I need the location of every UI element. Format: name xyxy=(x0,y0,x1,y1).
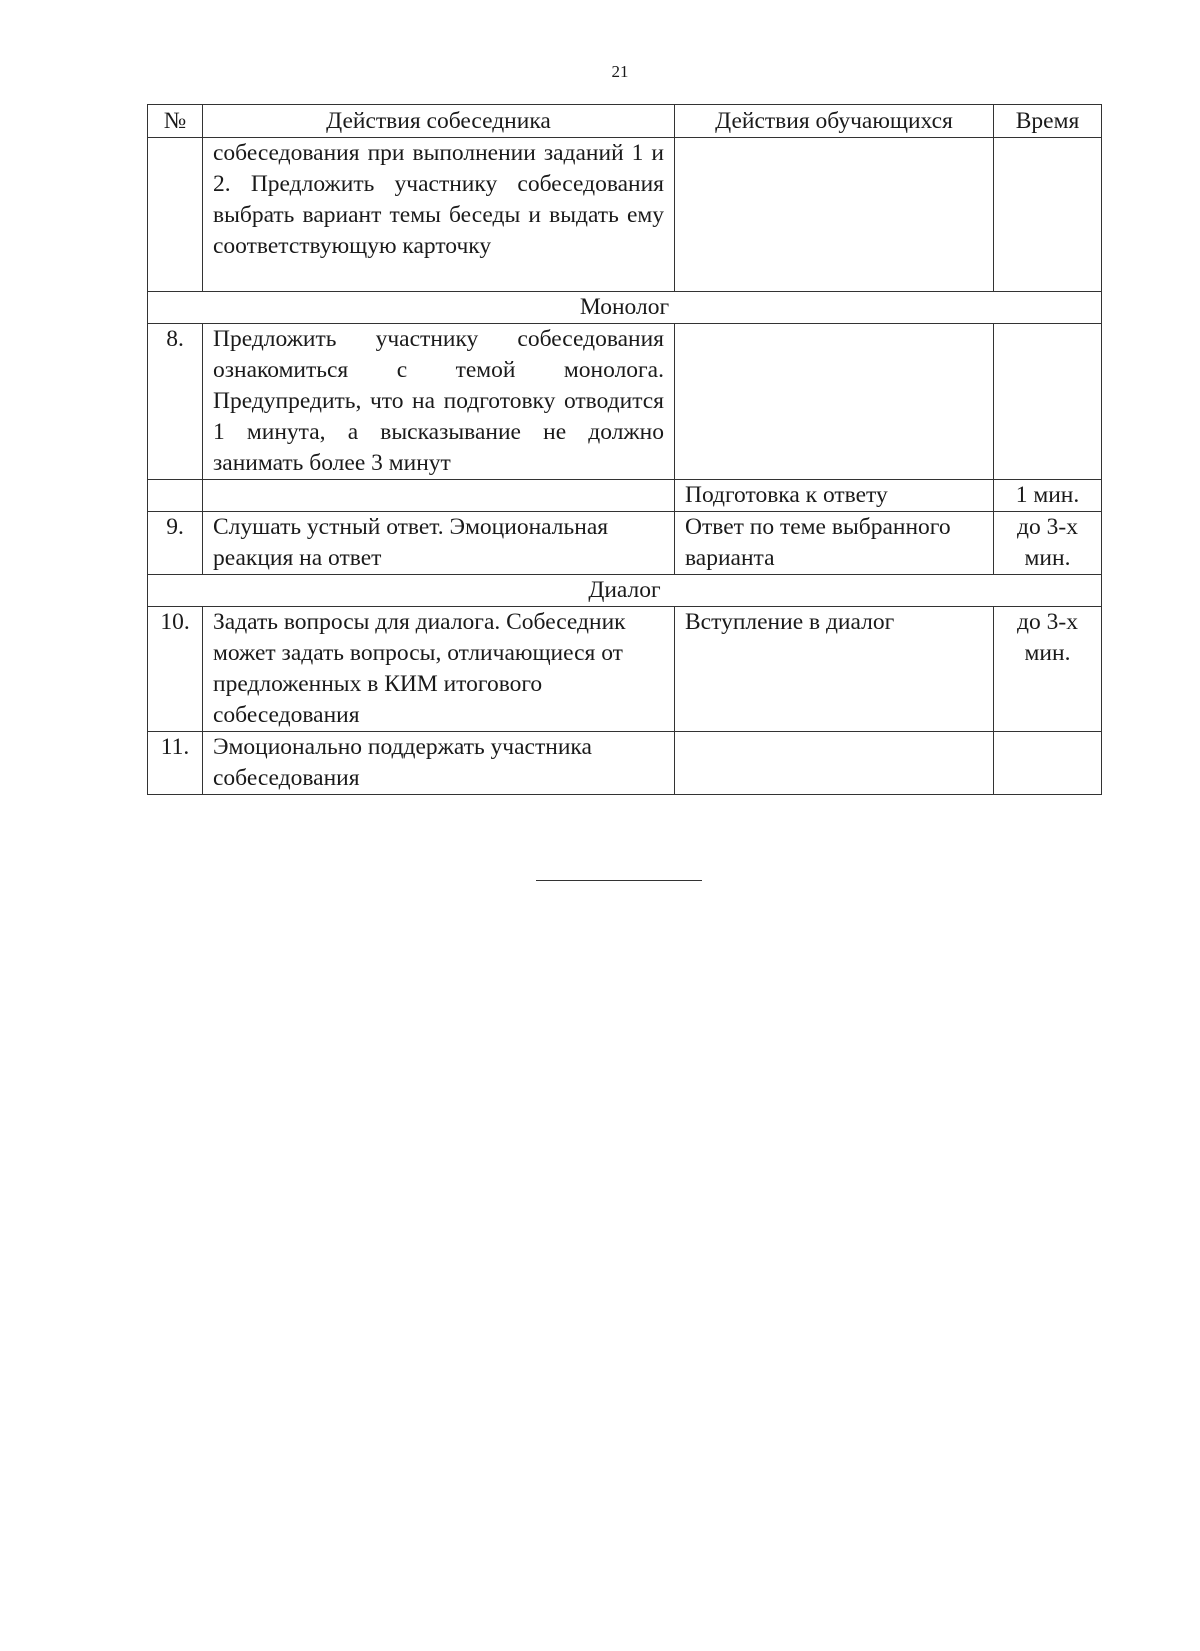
student-action xyxy=(675,732,994,795)
interlocutor-action: Предложить участнику собеседования ознакомиться с темой монолога. Предупредить, что на подготовку отводится 1 минута, а высказывание не должно занимать более 3 минут xyxy=(203,324,675,480)
section-row-dialogue xyxy=(148,575,1102,607)
time-value: 1 мин. xyxy=(994,480,1102,512)
row-number: 11. xyxy=(148,732,203,795)
table-row xyxy=(148,512,1102,575)
section-title: Монолог xyxy=(148,292,1102,324)
page-number: 21 xyxy=(611,62,629,81)
interlocutor-action xyxy=(203,480,675,512)
row-number xyxy=(148,138,203,292)
time-value: до 3-х мин. xyxy=(994,607,1102,732)
student-action: Ответ по теме выбранного варианта xyxy=(675,512,994,575)
end-divider-line xyxy=(536,880,702,881)
table-row xyxy=(148,324,1102,480)
student-action: Вступление в диалог xyxy=(675,607,994,732)
student-action xyxy=(675,324,994,480)
header-student-actions: Действия обучающихся xyxy=(675,105,994,138)
table-header-row xyxy=(148,105,1102,138)
time-value: до 3-х мин. xyxy=(994,512,1102,575)
section-title: Диалог xyxy=(148,575,1102,607)
table-row xyxy=(148,607,1102,732)
header-interlocutor-actions: Действия собеседника xyxy=(203,105,675,138)
time-value xyxy=(994,138,1102,292)
interlocutor-action: Задать вопросы для диалога. Собеседник может задать вопросы, отличающиеся от предложенных в КИМ итогового собеседования xyxy=(203,607,675,732)
student-action: Подготовка к ответу xyxy=(675,480,994,512)
interview-procedure-table xyxy=(147,104,1102,795)
table-row xyxy=(148,138,1102,292)
header-time: Время xyxy=(994,105,1102,138)
row-number: 9. xyxy=(148,512,203,575)
row-number xyxy=(148,480,203,512)
time-value xyxy=(994,732,1102,795)
row-number: 8. xyxy=(148,324,203,480)
interlocutor-action: Эмоционально поддержать участника собеседования xyxy=(203,732,675,795)
table-row xyxy=(148,480,1102,512)
table-row xyxy=(148,732,1102,795)
interlocutor-action: собеседования при выполнении заданий 1 и 2. Предложить участнику собеседования выбрать вариант темы беседы и выдать ему соответствующую карточку xyxy=(203,138,675,292)
student-action xyxy=(675,138,994,292)
header-number: № xyxy=(148,105,203,138)
time-value xyxy=(994,324,1102,480)
row-number: 10. xyxy=(148,607,203,732)
interlocutor-action: Слушать устный ответ. Эмоциональная реакция на ответ xyxy=(203,512,675,575)
section-row-monologue xyxy=(148,292,1102,324)
